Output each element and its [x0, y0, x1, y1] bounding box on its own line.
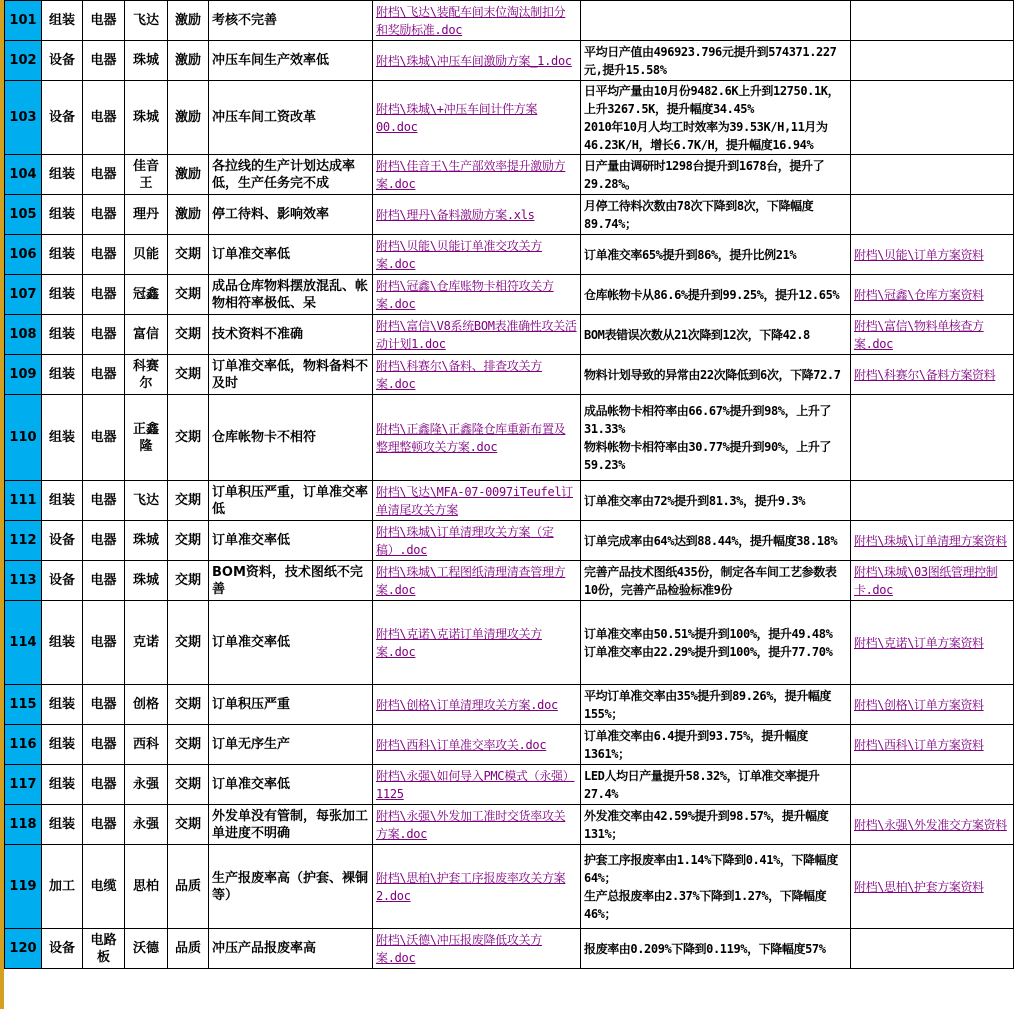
issue-cell: 仓库帐物卡不相符 — [209, 395, 373, 481]
company-cell: 理丹 — [125, 195, 168, 235]
dept-cell: 电器 — [83, 275, 125, 315]
row-id: 119 — [5, 845, 42, 929]
category-cell: 交期 — [168, 601, 209, 685]
attachment-link[interactable]: 附档\珠城\订单清理攻关方案（定稿）.doc — [373, 521, 581, 561]
dept-cell: 电器 — [83, 355, 125, 395]
extra-link — [851, 929, 1014, 969]
type-cell: 组装 — [42, 195, 83, 235]
category-cell: 交期 — [168, 235, 209, 275]
extra-link[interactable]: 附档\西科\订单方案资料 — [851, 725, 1014, 765]
attachment-link[interactable]: 附档\理丹\备料激励方案.xls — [373, 195, 581, 235]
result-cell — [581, 1, 851, 41]
category-cell: 交期 — [168, 765, 209, 805]
issue-cell: 各拉线的生产计划达成率低，生产任务完不成 — [209, 155, 373, 195]
issue-cell: 订单准交率低 — [209, 601, 373, 685]
company-cell: 珠城 — [125, 521, 168, 561]
result-cell: 日产量由调研时1298台提升到1678台，提升了29.28%。 — [581, 155, 851, 195]
table-row — [5, 561, 1014, 601]
category-cell: 交期 — [168, 561, 209, 601]
company-cell: 永强 — [125, 805, 168, 845]
category-cell: 交期 — [168, 725, 209, 765]
extra-link — [851, 81, 1014, 155]
issue-cell: 成品仓库物料摆放混乱、帐物相符率极低、呆 — [209, 275, 373, 315]
dept-cell: 电路板 — [83, 929, 125, 969]
issue-cell: 订单积压严重，订单准交率低 — [209, 481, 373, 521]
category-cell: 交期 — [168, 685, 209, 725]
table-row — [5, 481, 1014, 521]
attachment-link[interactable]: 附档\正鑫隆\正鑫隆仓库重新布置及整理整顿攻关方案.doc — [373, 395, 581, 481]
result-cell: 月停工待料次数由78次下降到8次，下降幅度89.74%； — [581, 195, 851, 235]
type-cell: 组装 — [42, 805, 83, 845]
dept-cell: 电器 — [83, 481, 125, 521]
result-cell: 完善产品技术图纸435份，制定各车间工艺参数表10份，完善产品检验标准9份 — [581, 561, 851, 601]
extra-link[interactable]: 附档\富信\物料单核查方案.doc — [851, 315, 1014, 355]
company-cell: 沃德 — [125, 929, 168, 969]
category-cell: 激励 — [168, 155, 209, 195]
type-cell: 组装 — [42, 1, 83, 41]
extra-link — [851, 195, 1014, 235]
result-cell: 物料计划导致的异常由22次降低到6次，下降72.7 — [581, 355, 851, 395]
table-row — [5, 805, 1014, 845]
company-cell: 科赛尔 — [125, 355, 168, 395]
dept-cell: 电器 — [83, 155, 125, 195]
type-cell: 设备 — [42, 929, 83, 969]
result-cell: 外发准交率由42.59%提升到98.57%，提升幅度131%； — [581, 805, 851, 845]
company-cell: 珠城 — [125, 81, 168, 155]
company-cell: 飞达 — [125, 481, 168, 521]
result-cell: 订单准交率由6.4提升到93.75%，提升幅度1361%； — [581, 725, 851, 765]
company-cell: 珠城 — [125, 41, 168, 81]
dept-cell: 电器 — [83, 41, 125, 81]
issue-cell: BOM资料，技术图纸不完善 — [209, 561, 373, 601]
company-cell: 创格 — [125, 685, 168, 725]
table-row — [5, 521, 1014, 561]
extra-link — [851, 481, 1014, 521]
issue-cell: 订单准交率低 — [209, 235, 373, 275]
extra-link[interactable]: 附档\创格\订单方案资料 — [851, 685, 1014, 725]
dept-cell: 电器 — [83, 1, 125, 41]
row-id: 116 — [5, 725, 42, 765]
type-cell: 组装 — [42, 725, 83, 765]
attachment-link[interactable]: 附档\冠鑫\仓库账物卡相符攻关方案.doc — [373, 275, 581, 315]
attachment-link[interactable]: 附档\富信\V8系统BOM表准确性攻关活动计划1.doc — [373, 315, 581, 355]
attachment-link[interactable]: 附档\永强\如何导入PMC模式（永强）1125 — [373, 765, 581, 805]
attachment-link[interactable]: 附档\珠城\+冲压车间计件方案00.doc — [373, 81, 581, 155]
extra-link[interactable]: 附档\克诺\订单方案资料 — [851, 601, 1014, 685]
table-row — [5, 81, 1014, 155]
type-cell: 设备 — [42, 521, 83, 561]
table-row — [5, 929, 1014, 969]
dept-cell: 电缆 — [83, 845, 125, 929]
attachment-link[interactable]: 附档\克诺\克诺订单清理攻关方案.doc — [373, 601, 581, 685]
extra-link[interactable]: 附档\思柏\护套方案资料 — [851, 845, 1014, 929]
company-cell: 克诺 — [125, 601, 168, 685]
result-cell: BOM表错误次数从21次降到12次，下降42.8 — [581, 315, 851, 355]
issue-cell: 订单积压严重 — [209, 685, 373, 725]
table-row — [5, 845, 1014, 929]
issue-cell: 订单无序生产 — [209, 725, 373, 765]
dept-cell: 电器 — [83, 601, 125, 685]
company-cell: 西科 — [125, 725, 168, 765]
result-cell: 平均日产值由496923.796元提升到574371.227元,提升15.58% — [581, 41, 851, 81]
extra-link[interactable]: 附档\珠城\订单清理方案资料 — [851, 521, 1014, 561]
dept-cell: 电器 — [83, 685, 125, 725]
row-id: 101 — [5, 1, 42, 41]
company-cell: 正鑫隆 — [125, 395, 168, 481]
table-row — [5, 41, 1014, 81]
result-cell: LED人均日产量提升58.32%，订单准交率提升27.4% — [581, 765, 851, 805]
issue-cell: 外发单没有管制，每张加工单进度不明确 — [209, 805, 373, 845]
category-cell: 品质 — [168, 929, 209, 969]
result-cell: 订单完成率由64%达到88.44%，提升幅度38.18% — [581, 521, 851, 561]
attachment-link[interactable]: 附档\珠城\工程图纸清理清查管理方案.doc — [373, 561, 581, 601]
dept-cell: 电器 — [83, 81, 125, 155]
category-cell: 激励 — [168, 41, 209, 81]
extra-link[interactable]: 附档\贝能\订单方案资料 — [851, 235, 1014, 275]
row-id: 109 — [5, 355, 42, 395]
row-id: 108 — [5, 315, 42, 355]
issue-cell: 订单准交率低 — [209, 765, 373, 805]
type-cell: 组装 — [42, 235, 83, 275]
issue-cell: 订单准交率低 — [209, 521, 373, 561]
improvement-table — [4, 0, 1014, 969]
dept-cell: 电器 — [83, 315, 125, 355]
issue-cell: 冲压车间工资改革 — [209, 81, 373, 155]
extra-link — [851, 155, 1014, 195]
issue-cell: 停工待料、影响效率 — [209, 195, 373, 235]
row-id: 120 — [5, 929, 42, 969]
type-cell: 组装 — [42, 481, 83, 521]
category-cell: 交期 — [168, 395, 209, 481]
category-cell: 交期 — [168, 805, 209, 845]
result-cell: 订单准交率由72%提升到81.3%，提升9.3% — [581, 481, 851, 521]
dept-cell: 电器 — [83, 521, 125, 561]
company-cell: 贝能 — [125, 235, 168, 275]
type-cell: 设备 — [42, 561, 83, 601]
extra-link[interactable]: 附档\科赛尔\备料方案资料 — [851, 355, 1014, 395]
type-cell: 组装 — [42, 155, 83, 195]
table-row — [5, 765, 1014, 805]
extra-link — [851, 1, 1014, 41]
table-row — [5, 601, 1014, 685]
company-cell: 永强 — [125, 765, 168, 805]
category-cell: 品质 — [168, 845, 209, 929]
row-id: 103 — [5, 81, 42, 155]
attachment-link[interactable]: 附档\思柏\护套工序报废率攻关方案2.doc — [373, 845, 581, 929]
category-cell: 激励 — [168, 195, 209, 235]
table-row — [5, 235, 1014, 275]
issue-cell: 冲压产品报废率高 — [209, 929, 373, 969]
attachment-link[interactable]: 附档\沃德\冲压报废降低攻关方案.doc — [373, 929, 581, 969]
table-row — [5, 155, 1014, 195]
result-cell: 订单准交率由50.51%提升到100%，提升49.48% 订单准交率由22.29%提升到100%，提升77.70% — [581, 601, 851, 685]
attachment-link[interactable]: 附档\飞达\装配车间末位淘汰制扣分和奖励标准.doc — [373, 1, 581, 41]
category-cell: 交期 — [168, 355, 209, 395]
attachment-link[interactable]: 附档\珠城\冲压车间激励方案_1.doc — [373, 41, 581, 81]
type-cell: 组装 — [42, 395, 83, 481]
type-cell: 加工 — [42, 845, 83, 929]
row-id: 107 — [5, 275, 42, 315]
attachment-link[interactable]: 附档\飞达\MFA-07-0097iTeufel订单清尾攻关方案 — [373, 481, 581, 521]
result-cell: 平均订单准交率由35%提升到89.26%，提升幅度155%； — [581, 685, 851, 725]
attachment-link[interactable]: 附档\西科\订单准交率攻关.doc — [373, 725, 581, 765]
row-id: 110 — [5, 395, 42, 481]
type-cell: 组装 — [42, 685, 83, 725]
issue-cell: 生产报废率高（护套、裸铜等） — [209, 845, 373, 929]
row-id: 112 — [5, 521, 42, 561]
table-row — [5, 395, 1014, 481]
issue-cell: 订单准交率低，物料备料不及时 — [209, 355, 373, 395]
dept-cell: 电器 — [83, 765, 125, 805]
row-id: 111 — [5, 481, 42, 521]
row-id: 105 — [5, 195, 42, 235]
result-cell: 订单准交率65%提升到86%，提升比例21% — [581, 235, 851, 275]
row-id: 106 — [5, 235, 42, 275]
category-cell: 交期 — [168, 521, 209, 561]
table-row — [5, 315, 1014, 355]
extra-link — [851, 765, 1014, 805]
issue-cell: 考核不完善 — [209, 1, 373, 41]
category-cell: 激励 — [168, 81, 209, 155]
type-cell: 组装 — [42, 355, 83, 395]
company-cell: 飞达 — [125, 1, 168, 41]
table-row — [5, 355, 1014, 395]
table-row — [5, 725, 1014, 765]
row-id: 115 — [5, 685, 42, 725]
table-row — [5, 275, 1014, 315]
type-cell: 设备 — [42, 81, 83, 155]
category-cell: 交期 — [168, 315, 209, 355]
dept-cell: 电器 — [83, 195, 125, 235]
table-row — [5, 685, 1014, 725]
attachment-link[interactable]: 附档\佳音王\生产部效率提升激励方案.doc — [373, 155, 581, 195]
table-row — [5, 195, 1014, 235]
type-cell: 组装 — [42, 601, 83, 685]
attachment-link[interactable]: 附档\贝能\贝能订单准交攻关方案.doc — [373, 235, 581, 275]
result-cell: 报废率由0.209%下降到0.119%，下降幅度57% — [581, 929, 851, 969]
dept-cell: 电器 — [83, 805, 125, 845]
row-id: 118 — [5, 805, 42, 845]
type-cell: 组装 — [42, 765, 83, 805]
category-cell: 交期 — [168, 275, 209, 315]
dept-cell: 电器 — [83, 725, 125, 765]
attachment-link[interactable]: 附档\永强\外发加工准时交货率攻关方案.doc — [373, 805, 581, 845]
company-cell: 冠鑫 — [125, 275, 168, 315]
type-cell: 设备 — [42, 41, 83, 81]
type-cell: 组装 — [42, 275, 83, 315]
result-cell: 护套工序报废率由1.14%下降到0.41%，下降幅度64%； 生产总报废率由2.37%下降到1.27%，下降幅度46%； — [581, 845, 851, 929]
extra-link[interactable]: 附档\珠城\03图纸管理控制卡.doc — [851, 561, 1014, 601]
attachment-link[interactable]: 附档\创格\订单清理攻关方案.doc — [373, 685, 581, 725]
result-cell: 成品帐物卡相符率由66.67%提升到98%，上升了31.33% 物料帐物卡相符率由30.77%提升到90%，上升了59.23% — [581, 395, 851, 481]
company-cell: 思柏 — [125, 845, 168, 929]
extra-link — [851, 41, 1014, 81]
dept-cell: 电器 — [83, 561, 125, 601]
table-row — [5, 1, 1014, 41]
extra-link[interactable]: 附档\永强\外发准交方案资料 — [851, 805, 1014, 845]
row-id: 114 — [5, 601, 42, 685]
row-id: 117 — [5, 765, 42, 805]
company-cell: 富信 — [125, 315, 168, 355]
company-cell: 珠城 — [125, 561, 168, 601]
company-cell: 佳音王 — [125, 155, 168, 195]
issue-cell: 技术资料不准确 — [209, 315, 373, 355]
result-cell: 日平均产量由10月份9482.6K上升到12750.1K，上升3267.5K，提升幅度34.45% 2010年10月人均工时效率为39.53K/H,11月为46.23K/H，增长6.7K/H，提升幅度16.94% — [581, 81, 851, 155]
extra-link — [851, 395, 1014, 481]
result-cell: 仓库帐物卡从86.6%提升到99.25%，提升12.65% — [581, 275, 851, 315]
type-cell: 组装 — [42, 315, 83, 355]
row-id: 102 — [5, 41, 42, 81]
row-id: 104 — [5, 155, 42, 195]
dept-cell: 电器 — [83, 395, 125, 481]
dept-cell: 电器 — [83, 235, 125, 275]
extra-link[interactable]: 附档\冠鑫\仓库方案资料 — [851, 275, 1014, 315]
attachment-link[interactable]: 附档\科赛尔\备料、排查攻关方案.doc — [373, 355, 581, 395]
category-cell: 激励 — [168, 1, 209, 41]
issue-cell: 冲压车间生产效率低 — [209, 41, 373, 81]
row-id: 113 — [5, 561, 42, 601]
category-cell: 交期 — [168, 481, 209, 521]
